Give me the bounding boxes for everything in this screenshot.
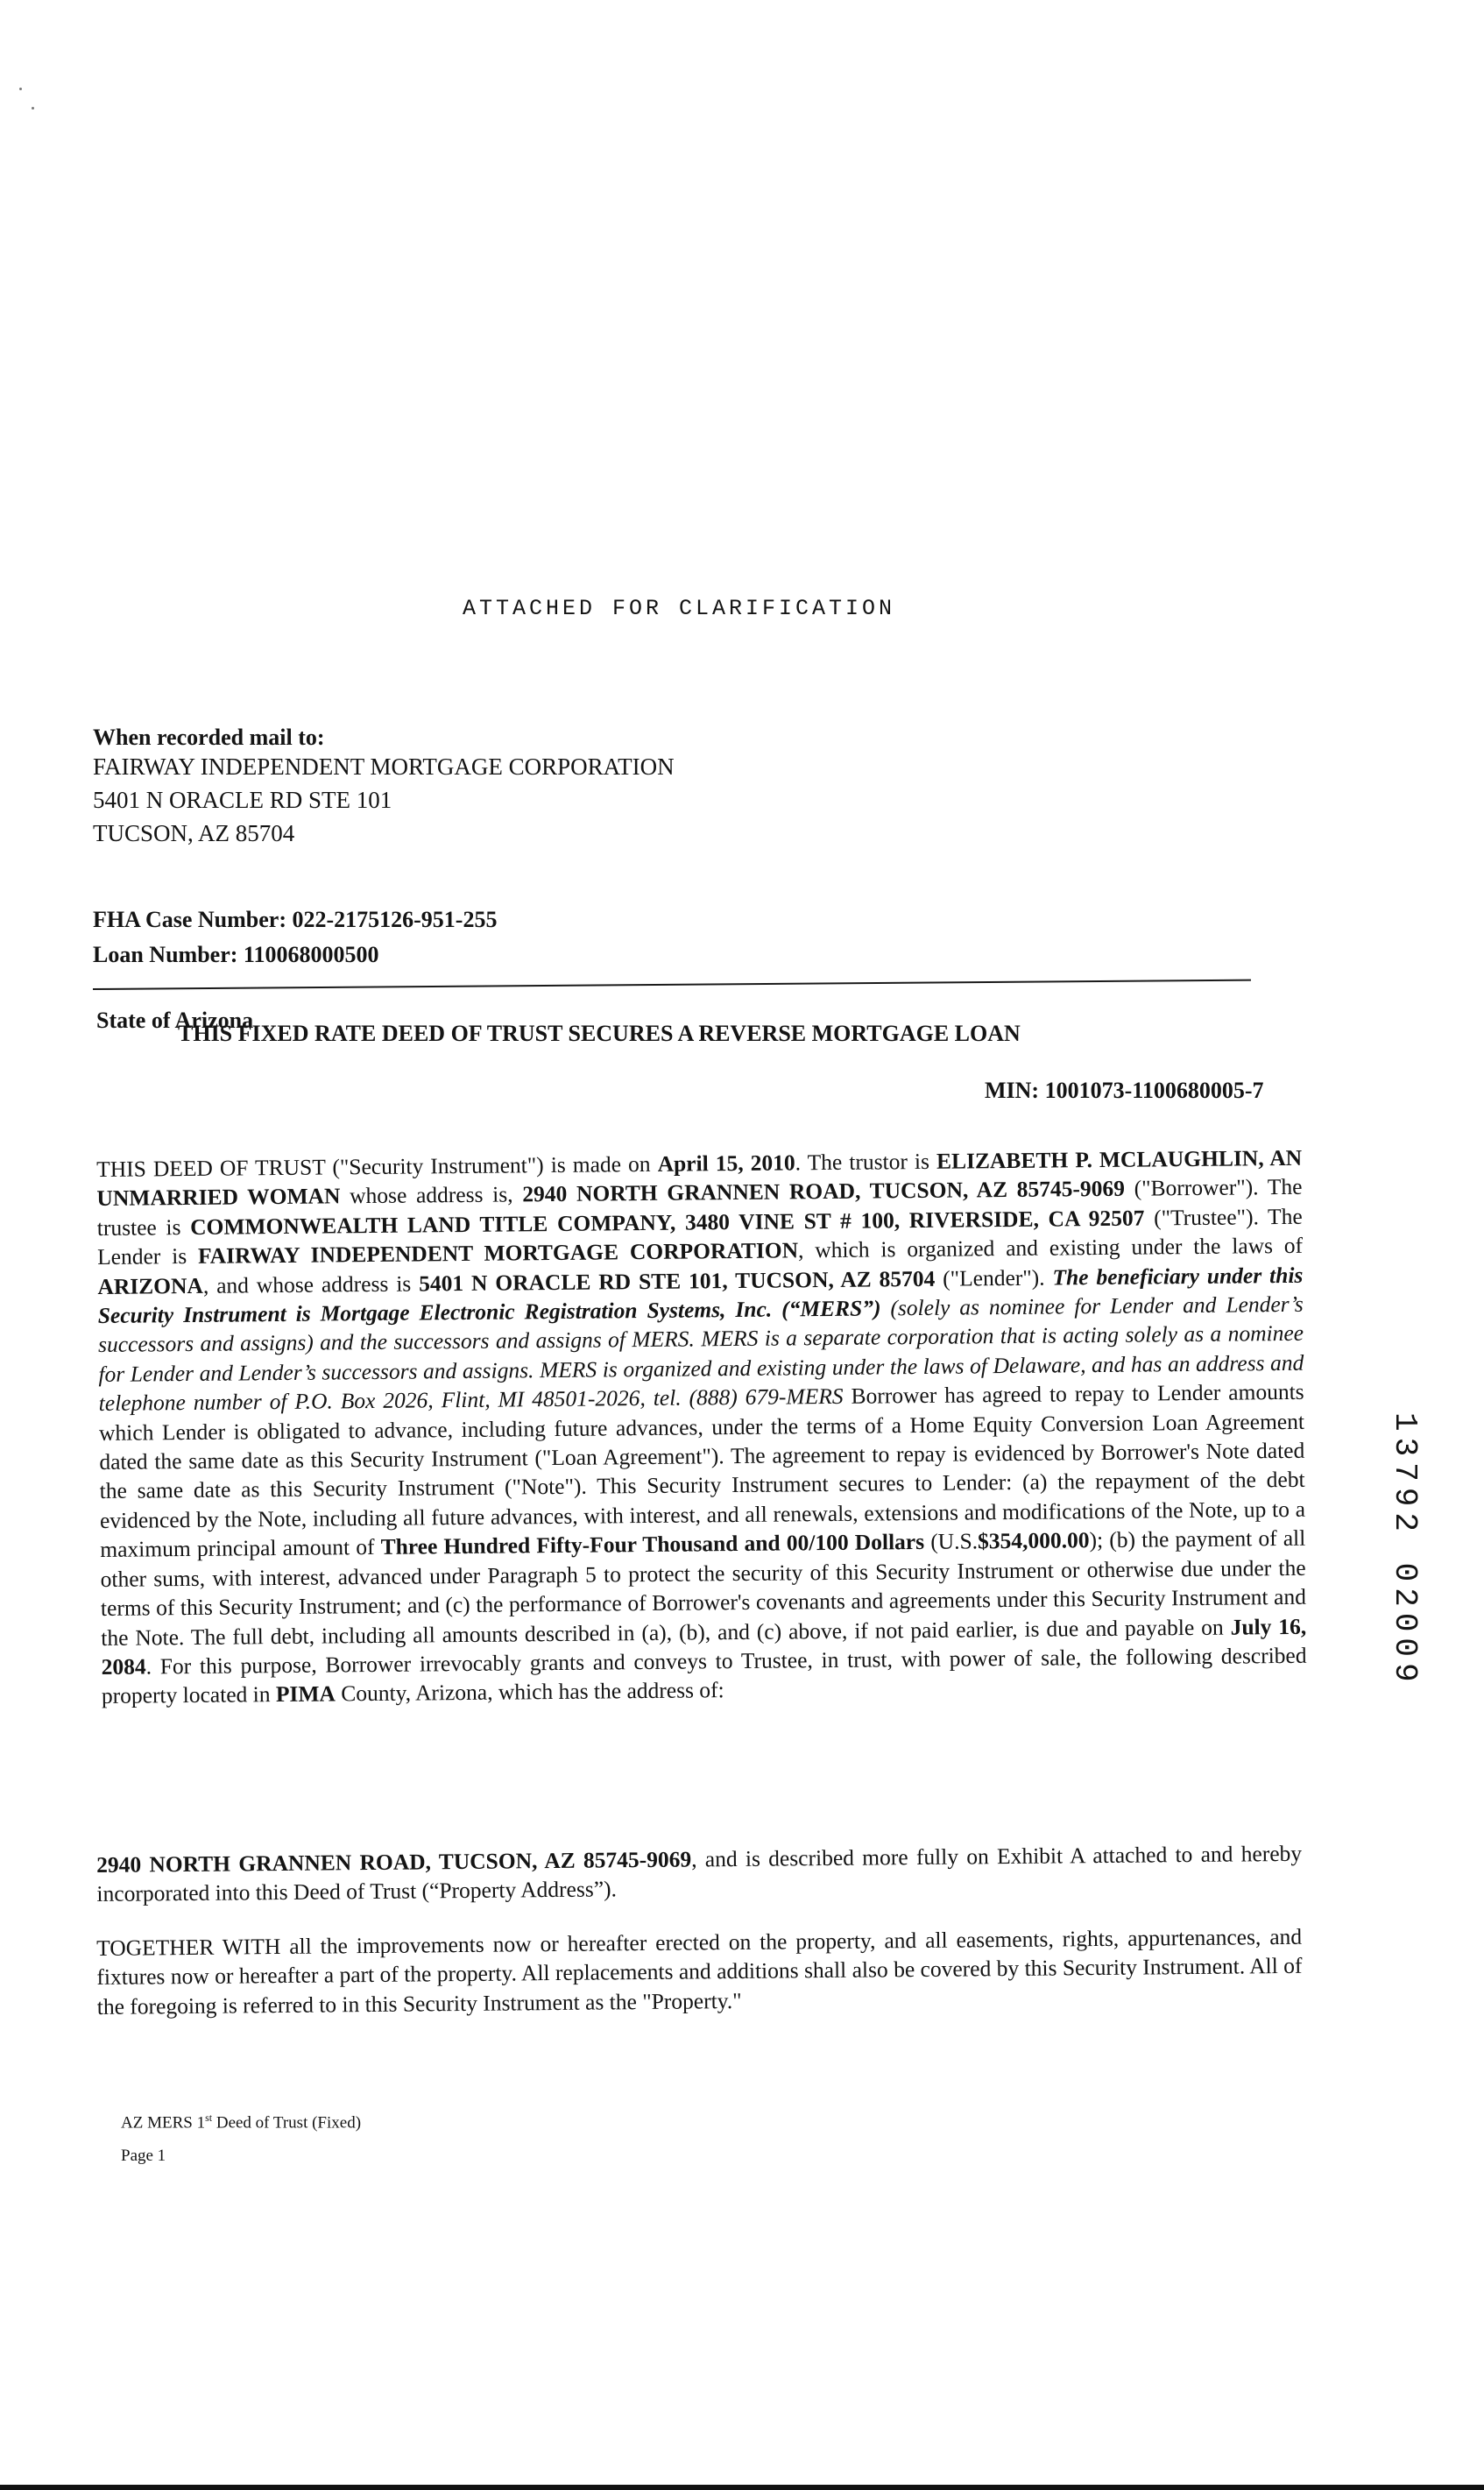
lender-name: FAIRWAY INDEPENDENT MORTGAGE CORPORATION — [197, 1237, 799, 1270]
form-name: AZ MERS 1st Deed of Trust (Fixed) — [121, 2112, 362, 2133]
recording-number-stamp: 13792 02009 — [1387, 1412, 1423, 1688]
maturity-date: July 16, 2084 — [101, 1613, 1307, 1680]
county-name: PIMA — [275, 1680, 336, 1708]
lender-address: 5401 N ORACLE RD STE 101, TUCSON, AZ 85704 — [418, 1265, 936, 1297]
mers-beneficiary: The beneficiary under this Security Instrument is Mortgage Electronic Registration Systems, Inc. (“MERS”) — [97, 1262, 1304, 1329]
deed-title: THIS FIXED RATE DEED OF TRUST SECURES A REVERSE MORTGAGE LOAN — [178, 1021, 1021, 1046]
trustor-name: ELIZABETH P. MCLAUGHLIN, AN UNMARRIED WOMAN — [96, 1144, 1303, 1212]
header-divider — [93, 980, 1251, 990]
return-address-line-1: FAIRWAY INDEPENDENT MORTGAGE CORPORATION — [93, 753, 675, 780]
deed-paragraph-1: THIS DEED OF TRUST ("Security Instrument") is made on April 15, 2010. The trustor is ELIZABETH P. MCLAUGHLIN, AN UNMARRIED WOMAN whose address is, 2940 NORTH GRANNEN ROAD, TUCSON, AZ 85745-9069 ("Borrower"). The trustee is COMMONWEALTH LAND TITLE COMPANY, 3480 VINE ST # 100, RIVERSIDE, CA 92507 ("Trustee"). The Lender is FAIRWAY INDEPENDENT MORTGAGE CORPORATION, which is organized and existing under the laws of ARIZONA, and whose address is 5401 N ORACLE RD STE 101, TUCSON, AZ 85704 ("Lender"). The beneficiary under this Security Instrument is Mortgage Electronic Registration Systems, Inc. (“MERS”) (solely as nominee for Lender and Lender’s successors and assigns) and the successors and assigns of MERS. MERS is a separate corporation that is acting solely as a nominee for Lender and Lender’s successors and assigns. MERS is organized and existing under the laws of Delaware, and has an address and telephone number of P.O. Box 2026, Flint, MI 48501-2026, tel. (888) 679-MERS Borrower has agreed to repay to Lender amounts which Lender is obligated to advance, including future advances, under the terms of a Home Equity Conversion Loan Agreement dated the same date as this Security Instrument ("Loan Agreement"). The agreement to repay is evidenced by Borrower's Note dated the same date as this Security Instrument ("Note"). This Security Instrument secures to Lender: (a) the repayment of the debt evidenced by the Note, including all future advances, with interest, and all renewals, extensions and modifications of the Note, up to a maximum principal amount of Three Hundred Fifty-Four Thousand and 00/100 Dollars (U.S.$354,000.00); (b) the payment of all other sums, with interest, advanced under Paragraph 5 to protect the security of this Security Instrument or otherwise due under the terms of this Security Instrument; and (c) the performance of Borrower's covenants and agreements under this Security Instrument and the Note. The full debt, including all amounts described in (a), (b), and (c) above, if not paid earlier, is due and payable on July 16, 2084. For this purpose, Borrower irrevocably grants and conveys to Trustee, in trust, with power of sale, the following described property located in PIMA County, Arizona, which has the address of: — [96, 1144, 1307, 1709]
mers-nominee-clause: (solely as nominee for Lender and Lender’s successors and assigns) and the successors and assigns of MERS. MERS is a separate corporation that is acting solely as a nominee for Lender and Lender’s successors and assigns. MERS is organized and existing under the laws of Delaware, and has an address and telephone number of P.O. Box 2026, Flint, MI 48501-2026, tel. (888) 679-MERS — [97, 1291, 1304, 1417]
state-label: State of Arizona — [96, 1008, 254, 1033]
scan-speck — [32, 107, 34, 110]
scan-edge — [0, 2485, 1484, 2490]
return-address-line-3: TUCSON, AZ 85704 — [93, 820, 295, 846]
trustor-address: 2940 NORTH GRANNEN ROAD, TUCSON, AZ 85745-9069 — [522, 1176, 1126, 1207]
mail-to-label: When recorded mail to: — [93, 725, 325, 750]
min-number: MIN: 1001073-1100680005-7 — [985, 1078, 1264, 1103]
scan-speck — [19, 88, 22, 90]
page-number: Page 1 — [121, 2147, 166, 2165]
fha-case-number: FHA Case Number: 022-2175126-951-255 — [93, 907, 498, 932]
principal-amount-value: $354,000.00 — [977, 1527, 1090, 1554]
deed-paragraph-3: TOGETHER WITH all the improvements now or hereafter erected on the property, and all easements, rights, appurtenances, and fixtures now or hereafter a part of the property. All replacements and additions shall also be covered by this Security Instrument. All of the foregoing is referred to in this Security Instrument as the "Property." — [96, 1923, 1303, 2020]
attached-for-clarification-note: ATTACHED FOR CLARIFICATION — [463, 596, 896, 621]
return-address-line-2: 5401 N ORACLE RD STE 101 — [93, 787, 392, 813]
principal-amount-words: Three Hundred Fifty-Four Thousand and 00/100 Dollars — [380, 1529, 925, 1560]
lender-state: ARIZONA — [97, 1272, 204, 1299]
deed-date: April 15, 2010 — [657, 1150, 795, 1177]
deed-paragraph-2: 2940 NORTH GRANNEN ROAD, TUCSON, AZ 85745-9069, and is described more fully on Exhibit A attached to and hereby incorporated into this Deed of Trust (“Property Address”). — [96, 1840, 1303, 1907]
property-address: 2940 NORTH GRANNEN ROAD, TUCSON, AZ 85745-9069 — [96, 1846, 692, 1878]
loan-number: Loan Number: 110068000500 — [93, 942, 379, 967]
trustee-name: COMMONWEALTH LAND TITLE COMPANY, 3480 VINE ST # 100, RIVERSIDE, CA 92507 — [190, 1205, 1145, 1240]
